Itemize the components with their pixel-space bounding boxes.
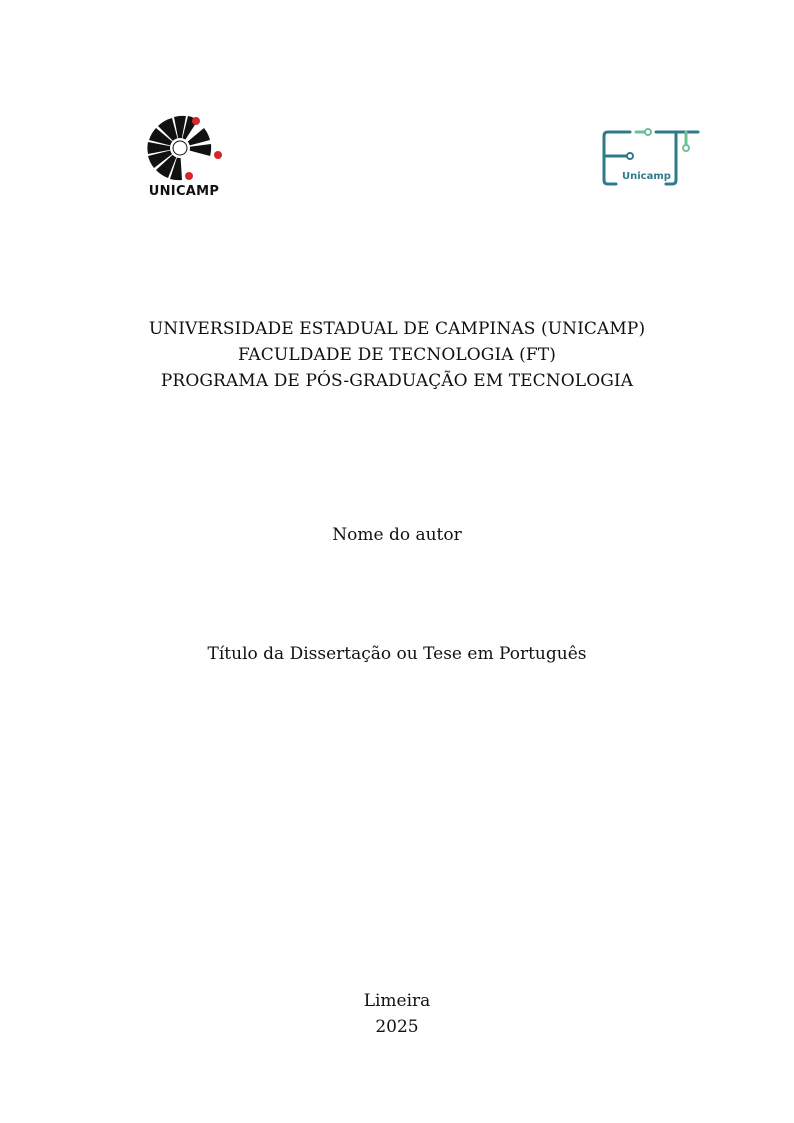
unicamp-logo-icon [138, 112, 230, 184]
document-title: Título da Dissertação ou Tese em Português [207, 644, 587, 664]
faculty-name: FACULDADE DE TECNOLOGIA (FT) [238, 345, 556, 365]
unicamp-wordmark: UNICAMP [148, 184, 220, 199]
ft-logo [600, 126, 702, 188]
place-year-block [0, 988, 794, 1040]
year: 2025 [375, 1017, 419, 1037]
unicamp-logo [138, 112, 230, 204]
program-name: PROGRAMA DE PÓS-GRADUAÇÃO EM TECNOLOGIA [160, 371, 634, 391]
author-name: Nome do autor [332, 525, 462, 545]
city: Limeira [363, 991, 431, 1011]
institution-block [0, 316, 794, 394]
ft-wordmark: Unicamp [622, 171, 671, 182]
university-name: UNIVERSIDADE ESTADUAL DE CAMPINAS (UNICAMP) [148, 319, 646, 339]
